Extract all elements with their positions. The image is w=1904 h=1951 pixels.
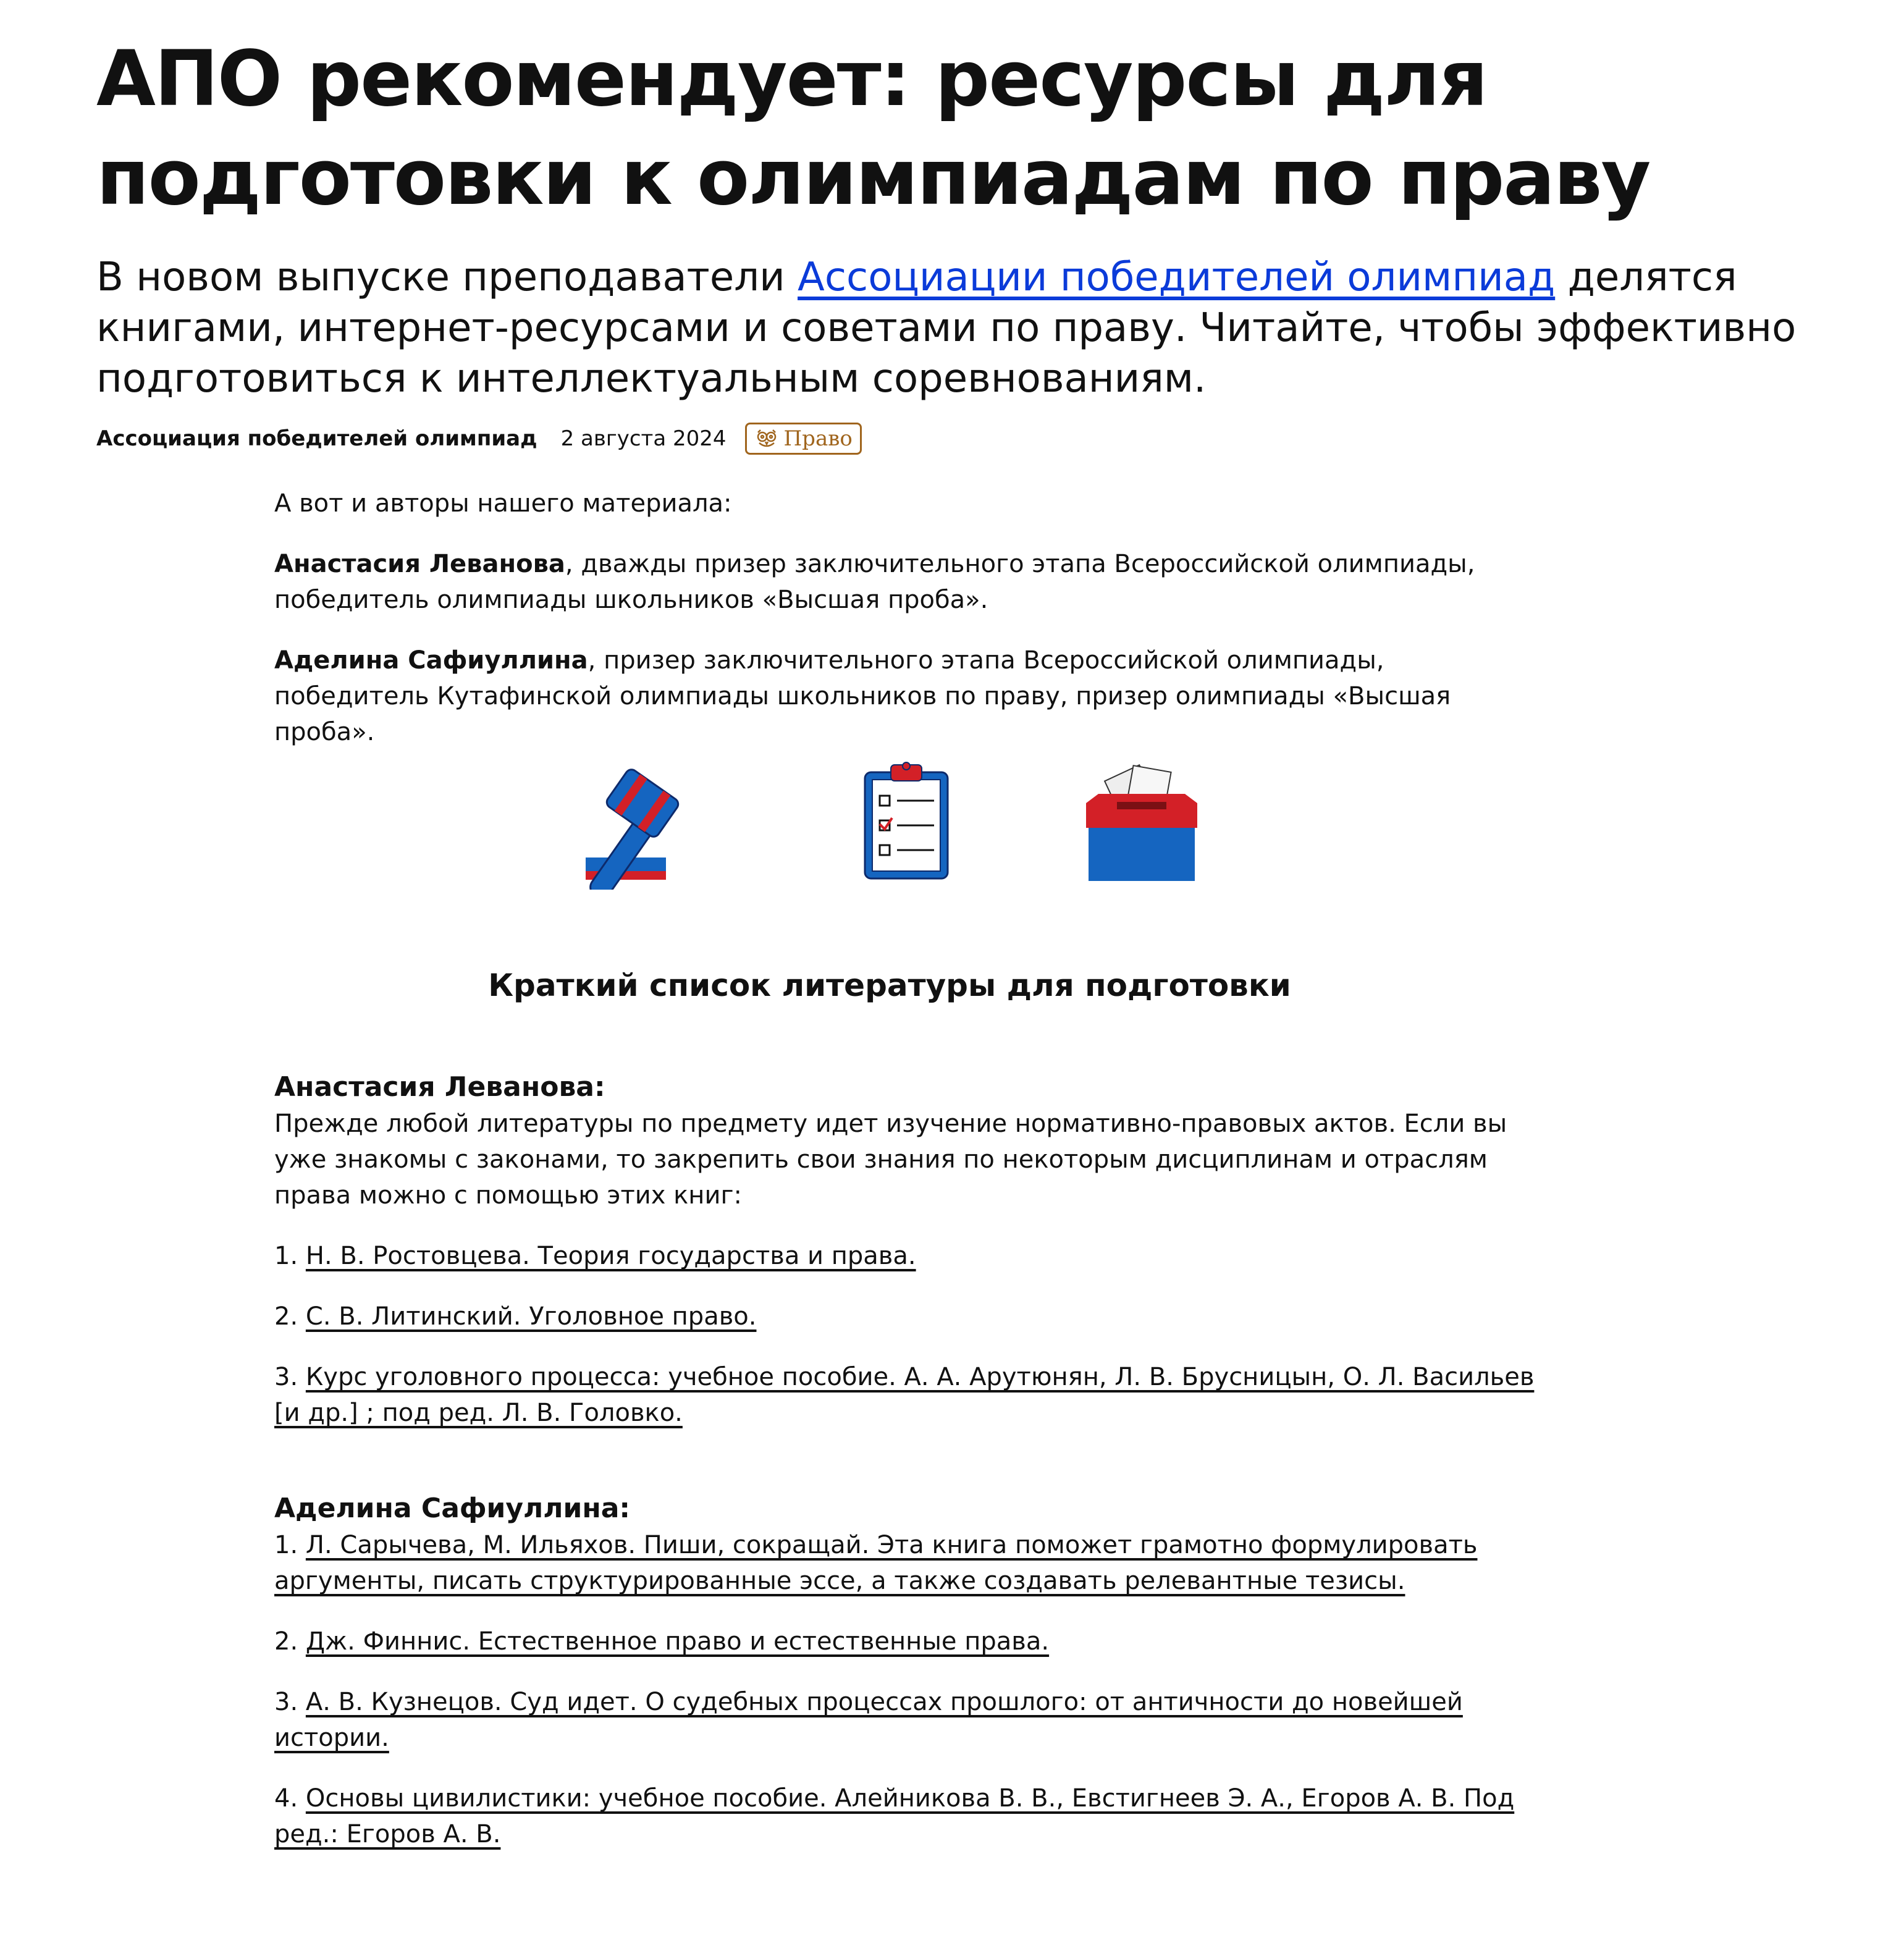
- clipboard-checklist-icon: [860, 760, 953, 883]
- bio-name: Анастасия Леванова: [274, 550, 565, 578]
- gavel-icon: [581, 766, 741, 890]
- illustration-row: [0, 760, 1904, 902]
- book-link[interactable]: Н. В. Ростовцева. Теория государства и права.: [305, 1242, 916, 1270]
- ballot-box-icon: [1080, 760, 1203, 890]
- section-title: Краткий список литературы для подготовки: [488, 967, 1291, 1003]
- authors-intro: А вот и авторы нашего материала:: [274, 489, 732, 518]
- item-number: 2.: [274, 1302, 306, 1331]
- bio-name: Аделина Сафиуллина: [274, 646, 588, 675]
- list-item: [274, 1359, 1535, 1431]
- category-tag-label: Право: [783, 426, 853, 451]
- book-link[interactable]: Дж. Финнис. Естественное право и естественные права.: [305, 1627, 1050, 1656]
- author-link[interactable]: Ассоциация победителей олимпиад: [96, 426, 537, 451]
- article-body: [274, 486, 1535, 775]
- article-meta: [96, 423, 1863, 455]
- book-list-levanova: [274, 1069, 1535, 1456]
- item-number: 2.: [274, 1627, 306, 1656]
- item-number: 3.: [274, 1363, 306, 1391]
- article-header: [96, 30, 1863, 455]
- page-title: АПО рекомендует: ресурсы для подготовки к олимпиадам по праву: [96, 35, 1650, 222]
- book-link[interactable]: Л. Сарычева, М. Ильяхов. Пиши, сокращай. Эта книга поможет грамотно формулировать аргументы, писать структурированные эссе, а также создавать релевантные тезисы.: [274, 1531, 1478, 1595]
- list-author: Аделина Сафиуллина:: [274, 1493, 631, 1524]
- bio-paragraph: [274, 643, 1535, 750]
- list-item: [274, 1527, 1535, 1599]
- book-list-safiullina: [274, 1490, 1535, 1877]
- book-link[interactable]: А. В. Кузнецов. Суд идет. О судебных процессах прошлого: от античности до новейшей истории.: [274, 1688, 1463, 1752]
- item-number: 1.: [274, 1531, 306, 1559]
- item-number: 1.: [274, 1242, 306, 1270]
- list-item: [274, 1684, 1535, 1756]
- lead-suffix: делятся книгами, интернет-ресурсами и советами по праву. Читайте, чтобы эффективно подготовиться к интеллектуальным соревнованиям.: [96, 255, 1797, 402]
- item-number: 4.: [274, 1784, 306, 1813]
- book-link[interactable]: Курс уголовного процесса: учебное пособие. А. А. Арутюнян, Л. В. Брусницын, О. Л. Васильев [и др.] ; под ред. Л. В. Головко.: [274, 1363, 1535, 1427]
- bio-text: , дважды призер заключительного этапа Всероссийской олимпиады, победитель олимпиады школьников «Высшая проба».: [274, 550, 1475, 614]
- list-item: [274, 1238, 1535, 1274]
- bio-paragraph: [274, 546, 1535, 618]
- category-tag[interactable]: [745, 423, 862, 455]
- article-lead: [96, 252, 1863, 404]
- list-item: [274, 1299, 1535, 1334]
- publish-date: 2 августа 2024: [560, 426, 727, 451]
- lead-prefix: В новом выпуске преподаватели: [96, 255, 798, 300]
- association-link[interactable]: Ассоциации победителей олимпиад: [798, 255, 1556, 300]
- list-item: [274, 1780, 1535, 1852]
- bio-text: , призер заключительного этапа Всероссийской олимпиады, победитель Кутафинской олимпиады школьников по праву, призер олимпиады «Высшая проба».: [274, 646, 1451, 746]
- list-author: Анастасия Леванова:: [274, 1071, 605, 1103]
- book-link[interactable]: С. В. Литинский. Уголовное право.: [305, 1302, 757, 1331]
- book-link[interactable]: Основы цивилистики: учебное пособие. Алейникова В. В., Евстигнеев Э. А., Егоров А. В. Под ред.: Егоров А. В.: [274, 1784, 1515, 1848]
- list-intro: Прежде любой литературы по предмету идет изучение нормативно-правовых актов. Если вы уже знакомы с законами, то закрепить свои знания по некоторым дисциплинам и отраслям права можно с помощью этих книг:: [274, 1110, 1507, 1210]
- owl-icon: [754, 428, 779, 449]
- list-item: [274, 1624, 1535, 1659]
- item-number: 3.: [274, 1688, 306, 1716]
